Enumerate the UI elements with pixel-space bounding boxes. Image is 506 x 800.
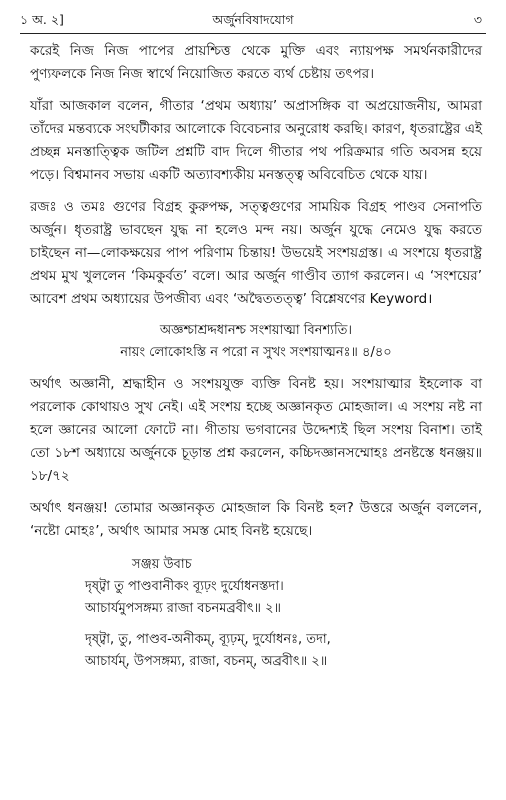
page-number: ৩ <box>473 12 482 27</box>
verse-line-1: দৃষ্ট্বা তু পাণ্ডবানীকং ব্যূঢ়ং দুর্যোধনস্তদা। <box>85 579 284 594</box>
running-title: অর্জুনবিষাদযোগ <box>212 12 294 27</box>
header-rule <box>20 33 486 34</box>
page-header <box>20 10 486 32</box>
paragraph-2: যাঁরা আজকাল বলেন, গীতার ‘প্রথম অধ্যায়’ অপ্রাসঙ্গিক বা অপ্রয়োজনীয়, আমরা তাঁদের মন্তব্যকে সংঘটীকার আলোকে বিবেচনার অনুরোধ করছি। কারণ, ধৃতরাষ্ট্রের এই প্রচ্ছন্ন মনস্তাত্ত্বিক জটিল প্রশ্নটি বাদ দিলে গীতার পথ পরিক্রমার গতি অবসন্ন হয়ে পড়ে। বিশ্বমানব সভায় একটি অত্যাবশ্যকীয় মনস্তত্ত্ব অবিবেচিত থেকে যায়। <box>30 98 482 183</box>
sanskrit-verse <box>85 576 482 620</box>
chapter-reference: ১ অ. ২] <box>20 12 64 27</box>
paragraph-5: অর্থাৎ ধনঞ্জয়! তোমার অজ্ঞানকৃত মোহজাল কি বিনষ্ট হল? উত্তরে অর্জুন বললেন, ‘নষ্টো মোহঃ’, অর্থাৎ আমার সমস্ত মোহ বিনষ্ট হয়েছে। <box>30 500 482 539</box>
speaker-heading: সঞ্জয় উবাচ <box>132 557 192 572</box>
word-split-verse <box>85 629 482 673</box>
quote-line-2: নায়ং লোকোঽস্তি ন পরো ন সুখং সংশয়াত্মনঃ॥ ৪/৪০ <box>120 345 392 360</box>
quote-line-1: অজ্ঞশ্চাশ্রদ্দধানশ্চ সংশয়াত্মা বিনশ্যতি। <box>159 323 353 338</box>
paragraph-4: অর্থাৎ অজ্ঞানী, শ্রদ্ধাহীন ও সংশয়যুক্ত ব্যক্তি বিনষ্ট হয়। সংশয়াত্মার ইহলোক বা পরলোক কোথায়ও সুখ নেই। এই সংশয় হচ্ছে অজ্ঞানকৃত মোহজাল। এ সংশয় নষ্ট না হলে জ্ঞানের আলো ফোটে না। গীতায় ভগবানের উদ্দেশ্যই ছিল সংশয় বিনাশ। তাই তো ১৮শ অধ্যায়ে অর্জুনকে চূড়ান্ত প্রশ্ন করলেন, কচ্চিদজ্ঞানসম্মোহঃ প্রনষ্টস্তে ধনঞ্জয়॥ ১৮/৭২ <box>30 376 482 484</box>
paragraph-1: করেই নিজ নিজ পাপের প্রায়শ্চিত্ত থেকে মুক্তি এবং ন্যায়পক্ষ সমর্থনকারীদের পুণ্যফলকে নিজ নিজ স্বার্থে নিয়োজিত করতে ব্যর্থ চেষ্টায় তৎপর। <box>30 43 482 82</box>
verse-line-2: আচার্যমুপসঙ্গম্য রাজা বচনমব্রবীৎ॥ ২॥ <box>85 601 281 616</box>
word-split-line-2: আচার্যম্, উপসঙ্গম্য, রাজা, বচনম্, অব্রবীৎ॥ ২॥ <box>85 654 328 669</box>
paragraph-3: রজঃ ও তমঃ গুণের বিগ্রহ কুরুপক্ষ, সত্ত্বগুণের সাময়িক বিগ্রহ পাণ্ডব সেনাপতি অর্জুন। ধৃতরাষ্ট্র ভাবছেন যুদ্ধ না হলেও মন্দ নয়। অর্জুন যুদ্ধে নেমেও যুদ্ধ করতে চাইছেন না—লোকক্ষয়ের পাপ পরিণাম চিন্তায়! উভয়েই সংশয়গ্রস্ত। এ সংশয়ে ধৃতরাষ্ট্র প্রথম মুখ খুললেন ‘কিমকুর্বত’ বলে। আর অর্জুন গাণ্ডীব ত্যাগ করলেন। এ ‘সংশয়ের’ আবেশ প্রথম অধ্যায়ের উপজীব্য এবং ‘অদ্বৈততত্ত্ব’ বিশ্লেষণের Keyword। <box>30 199 482 307</box>
page-body <box>30 40 482 673</box>
word-split-line-1: দৃষ্ট্বা, তু, পাণ্ডব-অনীকম্, ব্যূঢ়ম্, দুর্যোধনঃ, তদা, <box>85 632 331 647</box>
